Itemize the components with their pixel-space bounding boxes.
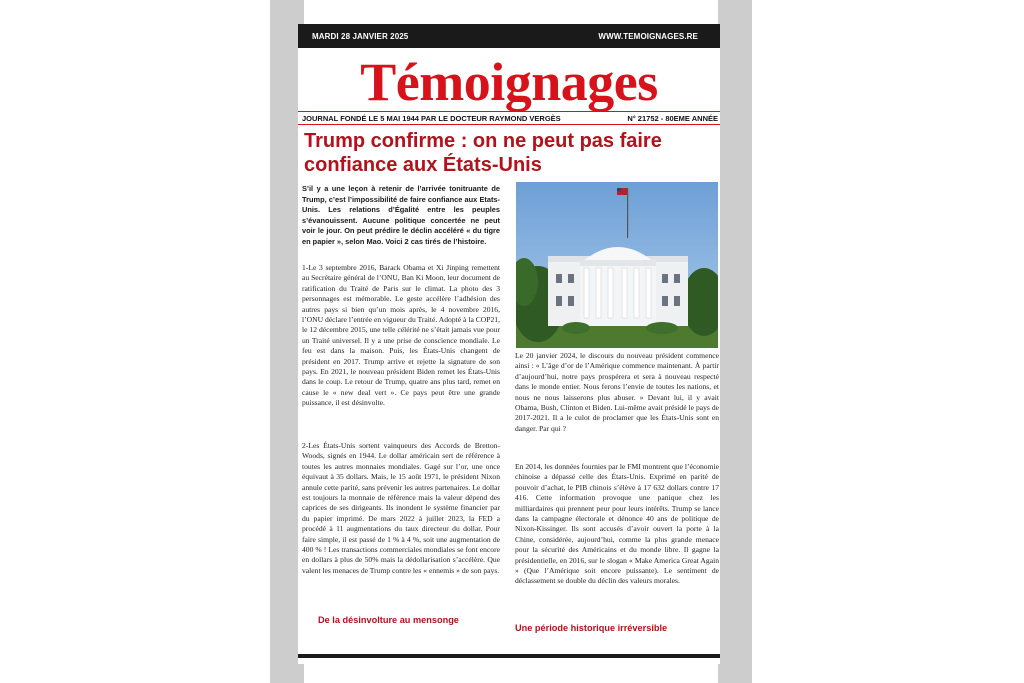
left-subheading: De la désinvolture au mensonge [318,615,459,625]
website-link[interactable]: WWW.TEMOIGNAGES.RE [598,31,698,41]
newspaper-page [298,24,720,664]
right-margin-bar [718,0,752,683]
founded-line: JOURNAL FONDÉ LE 5 MAI 1944 PAR LE DOCTEUR RAYMOND VERGÈS [302,113,561,123]
article-paragraph-4: En 2014, les données fournies par le FMI montrent que l’économie chinoise a dépassé celle des États-Unis. Exprimé en parité de pouvoir d’achat, le PIB chinois s’élève à 17 632 dollars contre 17 416. Cette information provoque une panique chez les milliardaires qui prennent peur pour leurs intérêts. Trump se lance dans la campagne électorale et dénonce 40 ans de politique de Nixon-Kissinger. Ils sont accusés d’avoir ouvert la porte à la Chine, considérée, aujourd’hui, comme la plus grande menace pour la sécurité des Américains et du monde libre. Il gagne la présidentielle, en 2016, sur le slogan « Make America Great Again » (Que l’Amérique soit encore puissante). Le sentiment de déclassement se double du déclin des valeurs morales. [515,462,719,586]
header-bar [298,24,720,48]
issue-number: N° 21752 - 80EME ANNÉE [627,113,718,123]
right-subheading: Une période historique irréversible [515,623,668,633]
masthead-subline [298,111,720,125]
article-paragraph-3: Le 20 janvier 2024, le discours du nouveau président commence ainsi : « L’âge d’or de l’Amérique commence maintenant. À partir d’aujourd’hui, notre pays prospérera et sera à nouveau respecté dans le monde entier. Nous ferons l’envie de toutes les nations, et nous ne nous laisserons plus abuser. » Devant lui, il y avait Obama, Bush, Clinton et Biden. Lui-même avait présidé le pays de 2017-2021. Il a le culot de proclamer que les États-Unis sont en danger. Par qui ? [515,351,719,433]
article-paragraph-1: 1-Le 3 septembre 2016, Barack Obama et Xi Jinping remettent au Secrétaire général de l’ONU, Ban Ki Moon, leur document de ratification du Traité de Paris sur le climat. La photo des 3 personnages est mémorable. Le geste accélère l’adhésion des autres pays si bien qu’un mois après, le 4 novembre 2016, l’ONU déclare l’entrée en vigueur du Traité. Adopté à la COP21, le 12 décembre 2015, une telle célérité ne s’était jamais vue pour un Traité universel. Il y a une prise de conscience mondiale. Le feu est dans la maison. Puis, les États-Unis changent de président en 2017. Trump arrive et rejette la signature de son pays. En 2021, le nouveau président Biden remet les États-Unis dans le coup. Le retour de Trump, quatre ans plus tard, remet en cause le « new deal vert ». Ce pays peut être une grande puissance, il est désinvolte. [302,263,500,408]
article-paragraph-2: 2-Les États-Unis sortent vainqueurs des Accords de Bretton-Woods, signés en 1944. Le dollar américain sert de référence à toutes les autres monnaies mondiales. Gagé sur l’or, une once équivaut à 35 dollars. Mais, le 15 août 1971, le président Nixon annule cette parité, sans prévenir les autres partenaires. Le dollar est toujours la monnaie de référence mais la valeur dépend des caprices de ses dirigeants. Ils inondent le système financier par du papier imprimé. De mars 2022 à juillet 2023, la FED a procédé à 11 augmentations du taux directeur du dollar. Pour faire simple, il est passé de 1 % à 4 %, soit une augmentation de 400 % ! Les transactions commerciales mondiales se font encore en dollars à plus de 50% mais la dédollarisation s’accélère. Que valent les menaces de Trump contre les « ennemis » de son pays. [302,441,500,575]
white-house-photo [516,182,718,348]
article-lede: S’il y a une leçon à retenir de l’arrivée tonitruante de Trump, c’est l’impossibilité de faire confiance aux Etats-Unis. Les relations d’Égalité entre les peuples s’évanouissent. Aucune politique concertée ne peut voir le jour. On peut prédire le déclin accéléré « du tigre en papier », selon Mao. Voici 2 cas tirés de l’histoire. [302,184,500,246]
masthead-title: Témoignages [360,52,658,112]
article-headline: Trump confirme : on ne peut pas faire confiance aux États-Unis [304,130,662,176]
issue-date: MARDI 28 JANVIER 2025 [312,31,409,41]
bottom-rule [298,654,720,658]
white-house-image [516,182,718,348]
